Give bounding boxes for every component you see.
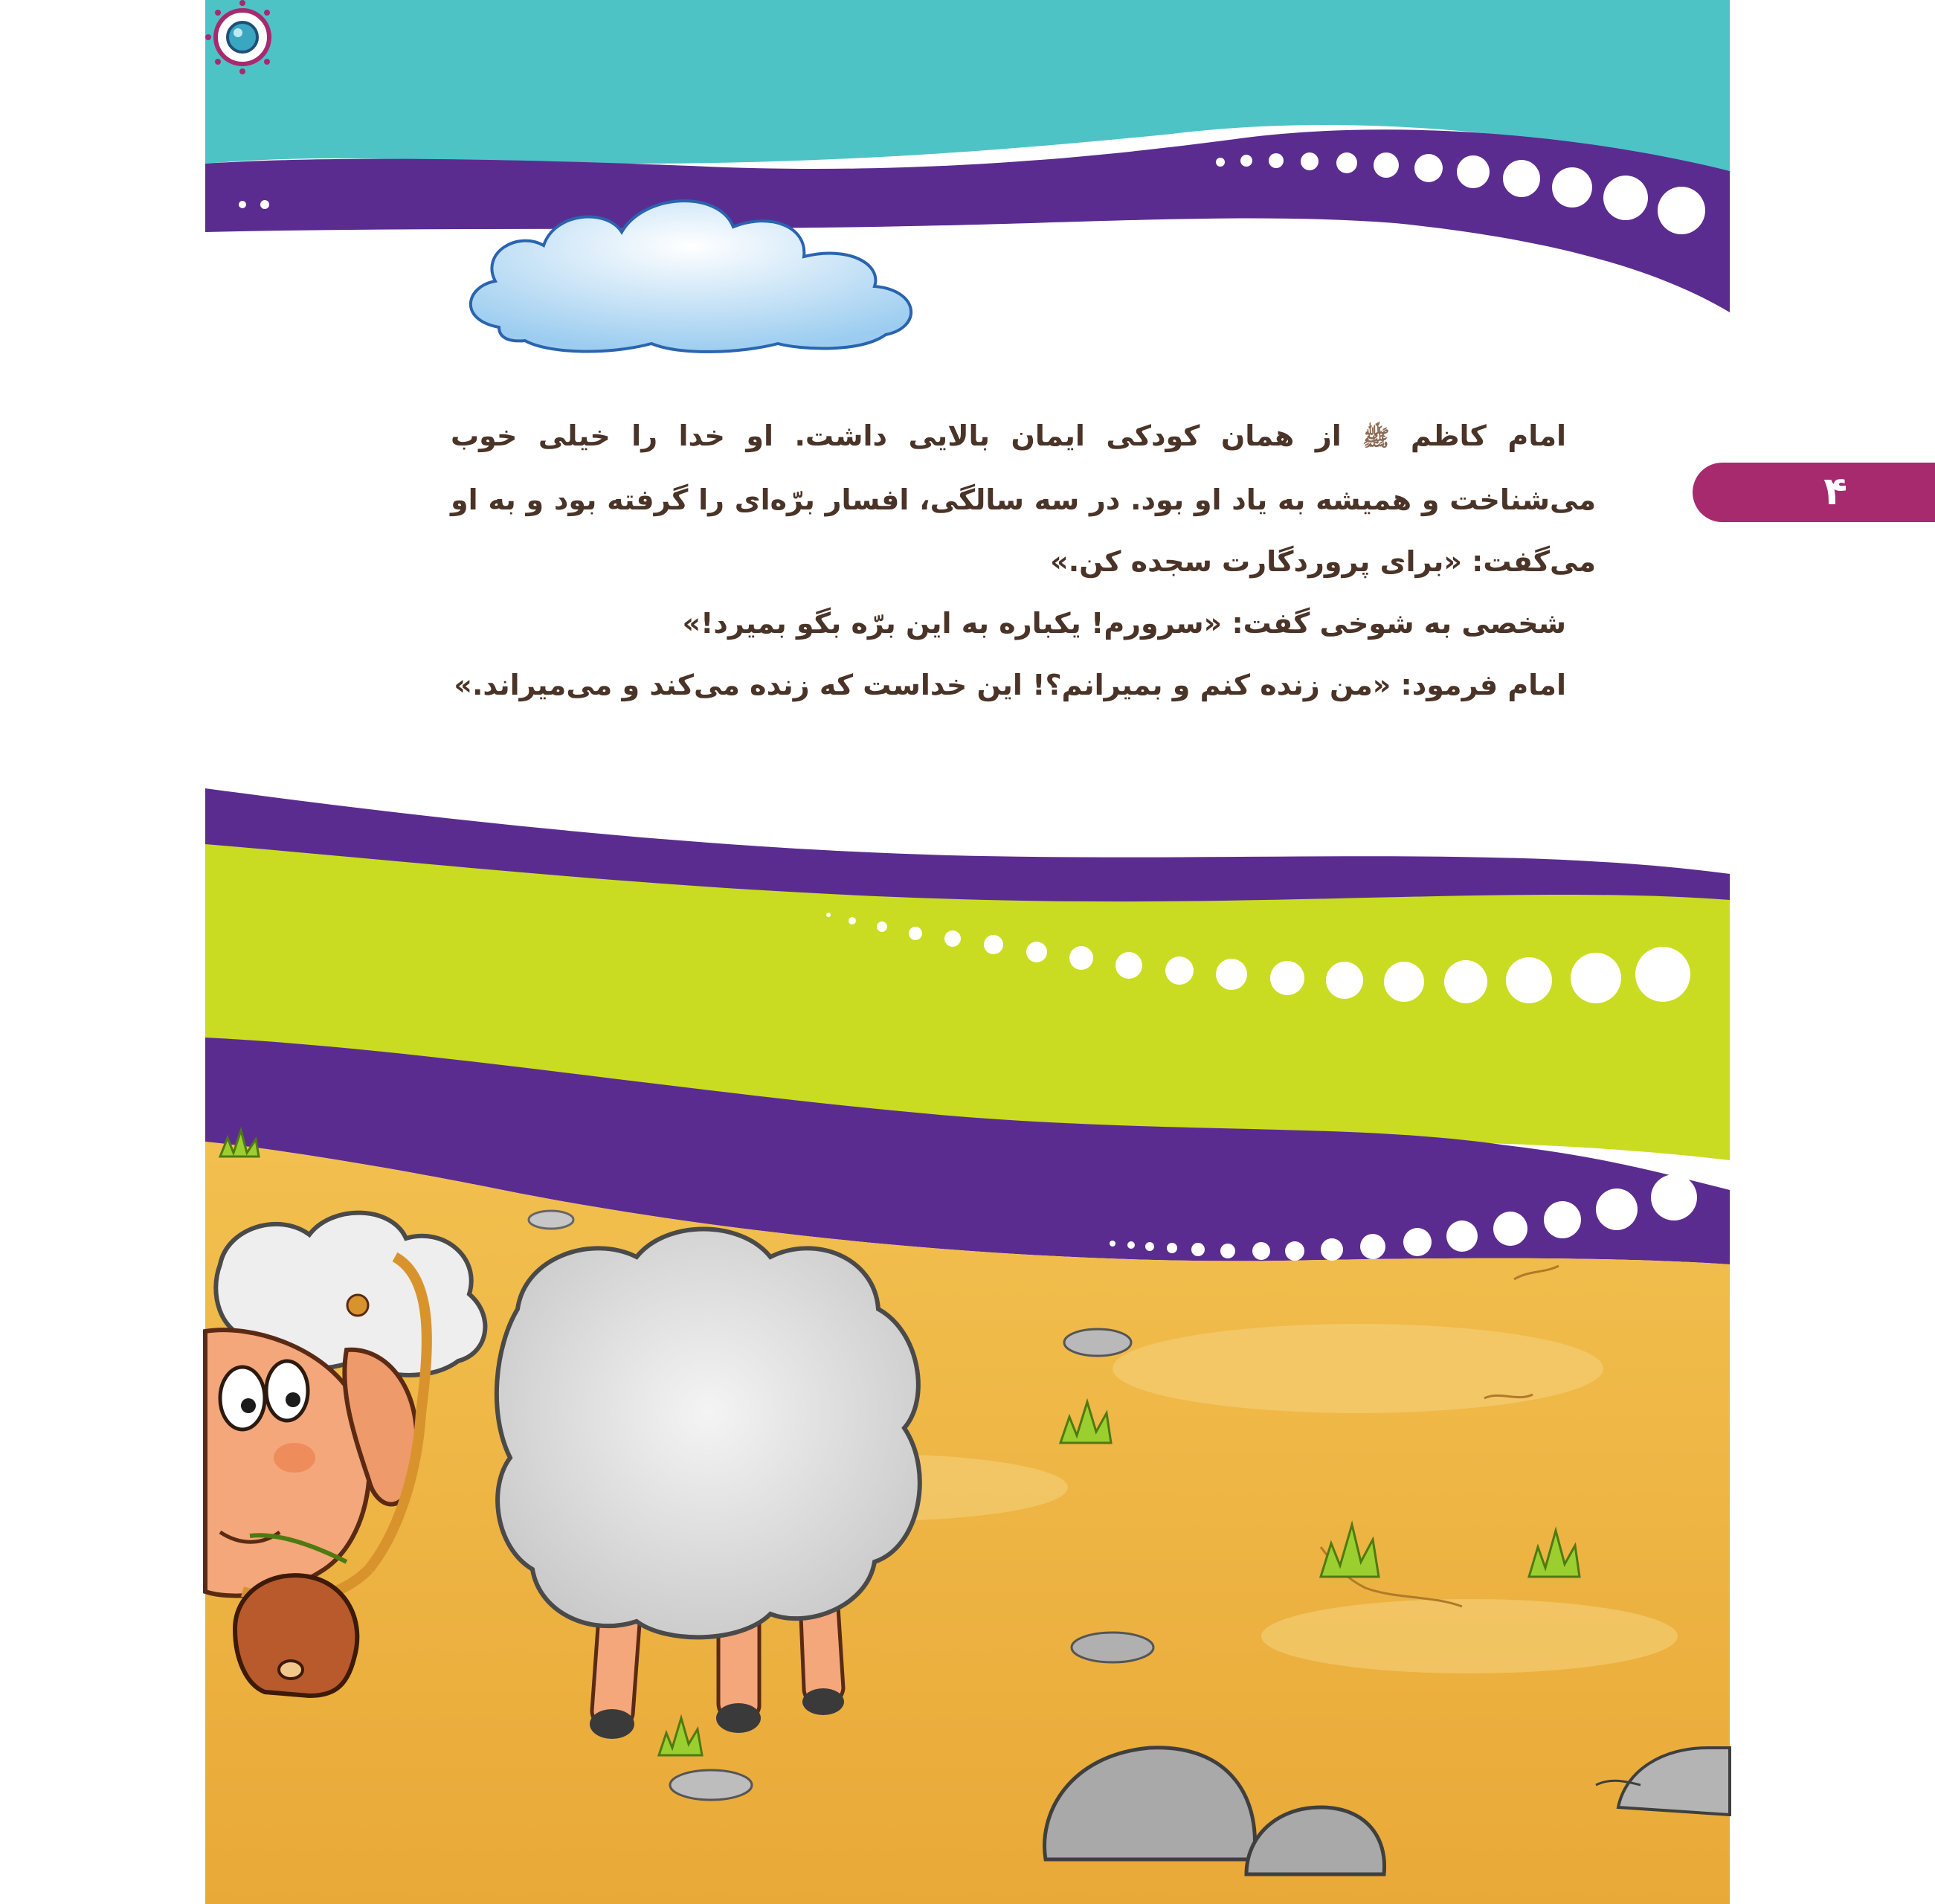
story-paragraph-1-text: از همان کودکی ایمان بالایی داشت. او خدا را خیلی خوب می‌شناخت و همیشه به یاد او بود. در سه سالگی، افسار برّه‌ای را گرفته بود و به او می‌گفت: «برای پروردگارت سجده کن.» [451, 419, 1596, 578]
story-paragraph-3: امام فرمود: «من زنده کنم و بمیرانم؟! این خداست که زنده می‌کند و می‌میراند.» [454, 669, 1566, 701]
page-badge-ornament-icon [205, 0, 280, 74]
page-number-badge [1693, 463, 1935, 522]
story-paragraph-1 [451, 405, 1596, 593]
story-text [451, 405, 1596, 716]
story-subject: امام کاظم [1410, 419, 1567, 452]
book-page [205, 0, 1847, 1904]
story-paragraph-2: شخصی به شوخی گفت: «سرورم! یکباره به این برّه بگو بمیرد!» [682, 607, 1566, 640]
honorific-symbol: ﷺ [1362, 425, 1390, 451]
page-artwork [205, 0, 1730, 1904]
page-number: ۴ [1823, 469, 1847, 514]
